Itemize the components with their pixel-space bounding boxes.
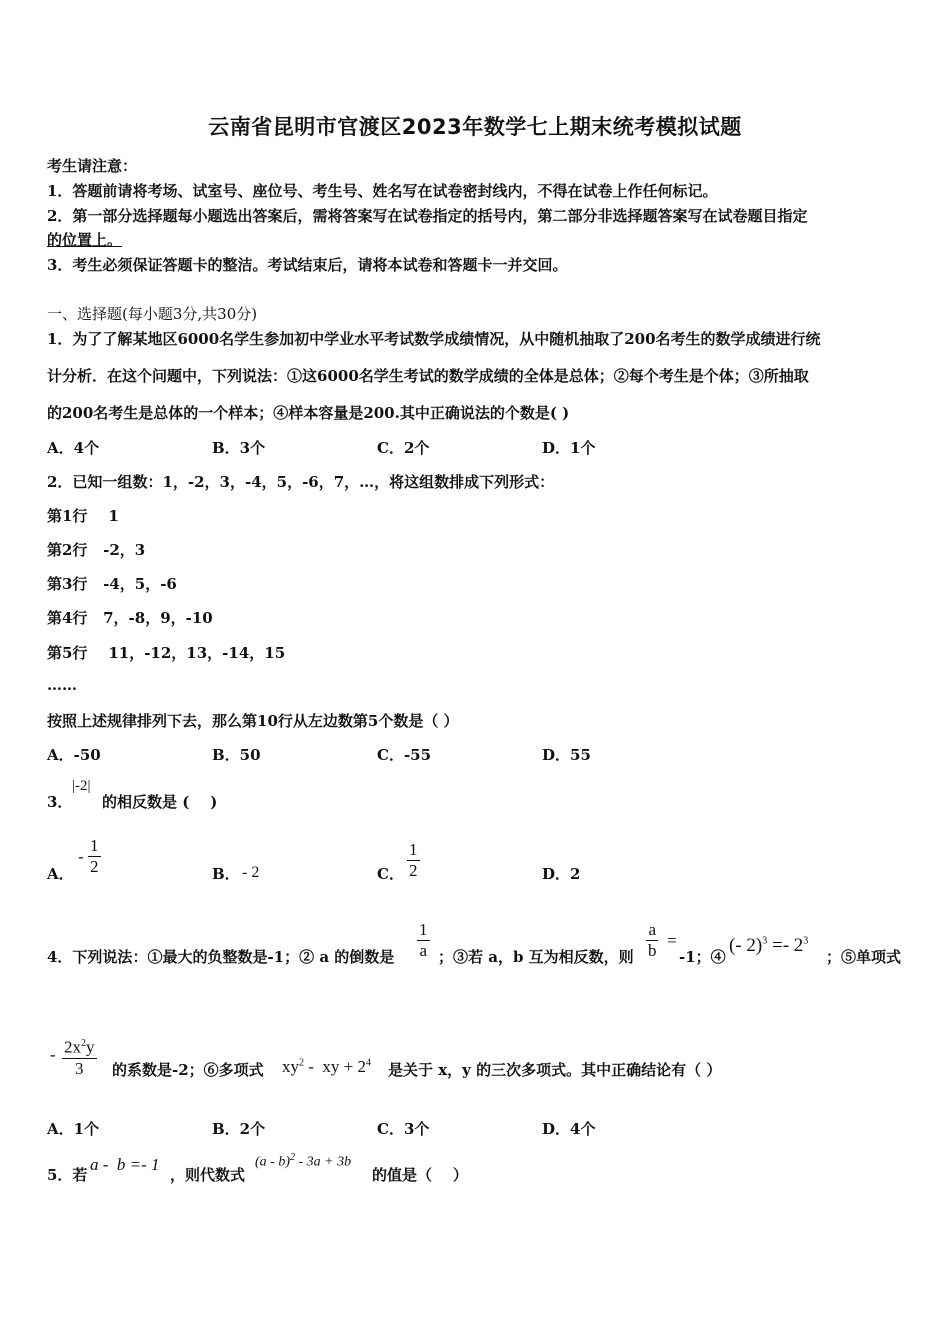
q4-option-a: A．1个 (47, 1120, 100, 1138)
notice-item: 3．考生必须保证答题卡的整洁。考试结束后，请将本试卷和答题卡一并交回。 (47, 256, 568, 274)
expr-exponent: 3 (762, 935, 768, 947)
poly-part: xy (282, 1057, 299, 1076)
q2-question: 按照上述规律排列下去，那么第10行从左边数第5个数是（ ） (47, 712, 459, 730)
q5-text: 5．若 (47, 1166, 88, 1184)
q4-option-b: B．2个 (212, 1120, 266, 1138)
q4-polynomial (282, 1057, 371, 1077)
q4-power-expr (729, 935, 808, 957)
q2-row: 第1行 1 (47, 507, 119, 525)
q1-option-d: D．1个 (542, 439, 596, 457)
q4-text: ；⑤单项式 (826, 948, 902, 966)
q4-text: ；③若 a，b 互为相反数，则 (438, 948, 634, 966)
q4-equals: = (667, 931, 677, 950)
q2-row: 第2行 -2，3 (47, 541, 146, 559)
q4-text: 4．下列说法：①最大的负整数是-1；② a 的倒数是 (47, 948, 395, 966)
q1-option-a: A．4个 (47, 439, 100, 457)
fraction-numerator (62, 1034, 97, 1059)
fraction-numerator: 1 (90, 836, 99, 855)
q3-option-a-sign: - (78, 847, 84, 866)
q2-row: 第4行 7，-8，9，-10 (47, 609, 213, 627)
q3-text: 的相反数是 ( ) (102, 793, 218, 811)
notice-item: 2．第一部分选择题每小题选出答案后，需将答案写在试卷指定的括号内，第二部分非选择题答案写在试卷题目指定 (47, 207, 808, 225)
fraction-numerator: 1 (419, 920, 428, 939)
q3-number: 3． (47, 793, 73, 811)
q3-option-a-label: A． (47, 865, 74, 883)
q1-line: 1．为了了解某地区6000名学生参加初中学业水平考试数学成绩情况，从中随机抽取了200名考生的数学成绩进行统 (47, 330, 821, 348)
q4-option-c: C．3个 (377, 1120, 430, 1138)
q4-fraction-ab (646, 920, 659, 961)
fraction-denominator: a (419, 941, 428, 960)
poly-part: - xy + 2 (304, 1057, 366, 1076)
q4-text: 的系数是-2；⑥多项式 (112, 1061, 264, 1079)
q3-option-d: D．2 (542, 865, 581, 883)
q5-condition: a - b =- 1 (90, 1155, 160, 1174)
notice-item: 的位置上。 (47, 231, 123, 249)
q2-row: …… (47, 676, 77, 694)
q2-option-d: D．55 (542, 746, 591, 764)
q2-stem: 2．已知一组数：1，-2，3，-4，5，-6，7，…，将这组数排成下列形式： (47, 473, 555, 491)
q3-abs-expr: |-2| (72, 778, 91, 794)
notice-heading: 考生请注意： (47, 157, 138, 175)
q3-option-b-value: - 2 (242, 864, 260, 881)
q1-option-c: C．2个 (377, 439, 430, 457)
q1-option-b: B．3个 (212, 439, 266, 457)
poly-exponent: 2 (299, 1057, 304, 1069)
q3-option-b-label: B． (212, 865, 240, 883)
num-part: y (86, 1037, 95, 1057)
expr-exponent: 2 (290, 1152, 295, 1163)
expr-exponent: 3 (803, 935, 809, 947)
num-exponent: 2 (81, 1038, 86, 1049)
page-title: 云南省昆明市官渡区2023年数学七上期末统考模拟试题 (208, 115, 742, 139)
q5-text: ，则代数式 (170, 1166, 246, 1184)
fraction-numerator: a (648, 920, 657, 939)
q1-line: 的200名考生是总体的一个样本；④样本容量是200.其中正确说法的个数是( ) (47, 404, 570, 422)
num-part: 2x (64, 1037, 81, 1057)
q5-expression (255, 1152, 351, 1171)
q4-monomial-fraction (62, 1034, 97, 1079)
expr-rhs: =- 2 (767, 935, 804, 956)
fraction-denominator: 2 (409, 861, 418, 880)
q2-option-b: B．50 (212, 746, 261, 764)
q5-text: 的值是（ ） (372, 1166, 468, 1184)
q4-option-d: D．4个 (542, 1120, 596, 1138)
q2-row: 第5行 11，-12，13，-14，15 (47, 644, 286, 662)
q1-line: 计分析．在这个问题中，下列说法：①这6000名学生考试的数学成绩的全体是总体；②每个考生是个体；③所抽取 (47, 367, 809, 385)
q4-text: 是关于 x，y 的三次多项式。其中正确结论有（ ） (388, 1061, 722, 1079)
poly-exponent: 4 (366, 1057, 371, 1069)
fraction-numerator: 1 (409, 840, 418, 859)
fraction-denominator: 3 (75, 1058, 84, 1078)
fraction-denominator: 2 (90, 857, 99, 876)
expr-base: (- 2) (729, 935, 763, 956)
q4-fraction-reciprocal (417, 920, 430, 961)
q2-option-c: C．-55 (377, 746, 432, 764)
fraction-denominator: b (648, 941, 657, 960)
expr-part: (a - b) (255, 1154, 290, 1170)
notice-item: 1．答题前请将考场、试室号、座位号、考生号、姓名写在试卷密封线内，不得在试卷上作任何标记。 (47, 182, 718, 200)
q3-option-c-label: C． (377, 865, 404, 883)
q2-row: 第3行 -4，5，-6 (47, 575, 177, 593)
q3-option-c-fraction (407, 840, 420, 881)
q2-option-a: A．-50 (47, 746, 101, 764)
q4-minus-sign: - (50, 1045, 56, 1064)
expr-part: - 3a + 3b (295, 1154, 352, 1170)
q3-option-a-fraction (88, 836, 101, 877)
q4-text: -1；④ (679, 948, 726, 966)
section-heading: 一、选择题(每小题3分,共30分) (47, 305, 258, 323)
